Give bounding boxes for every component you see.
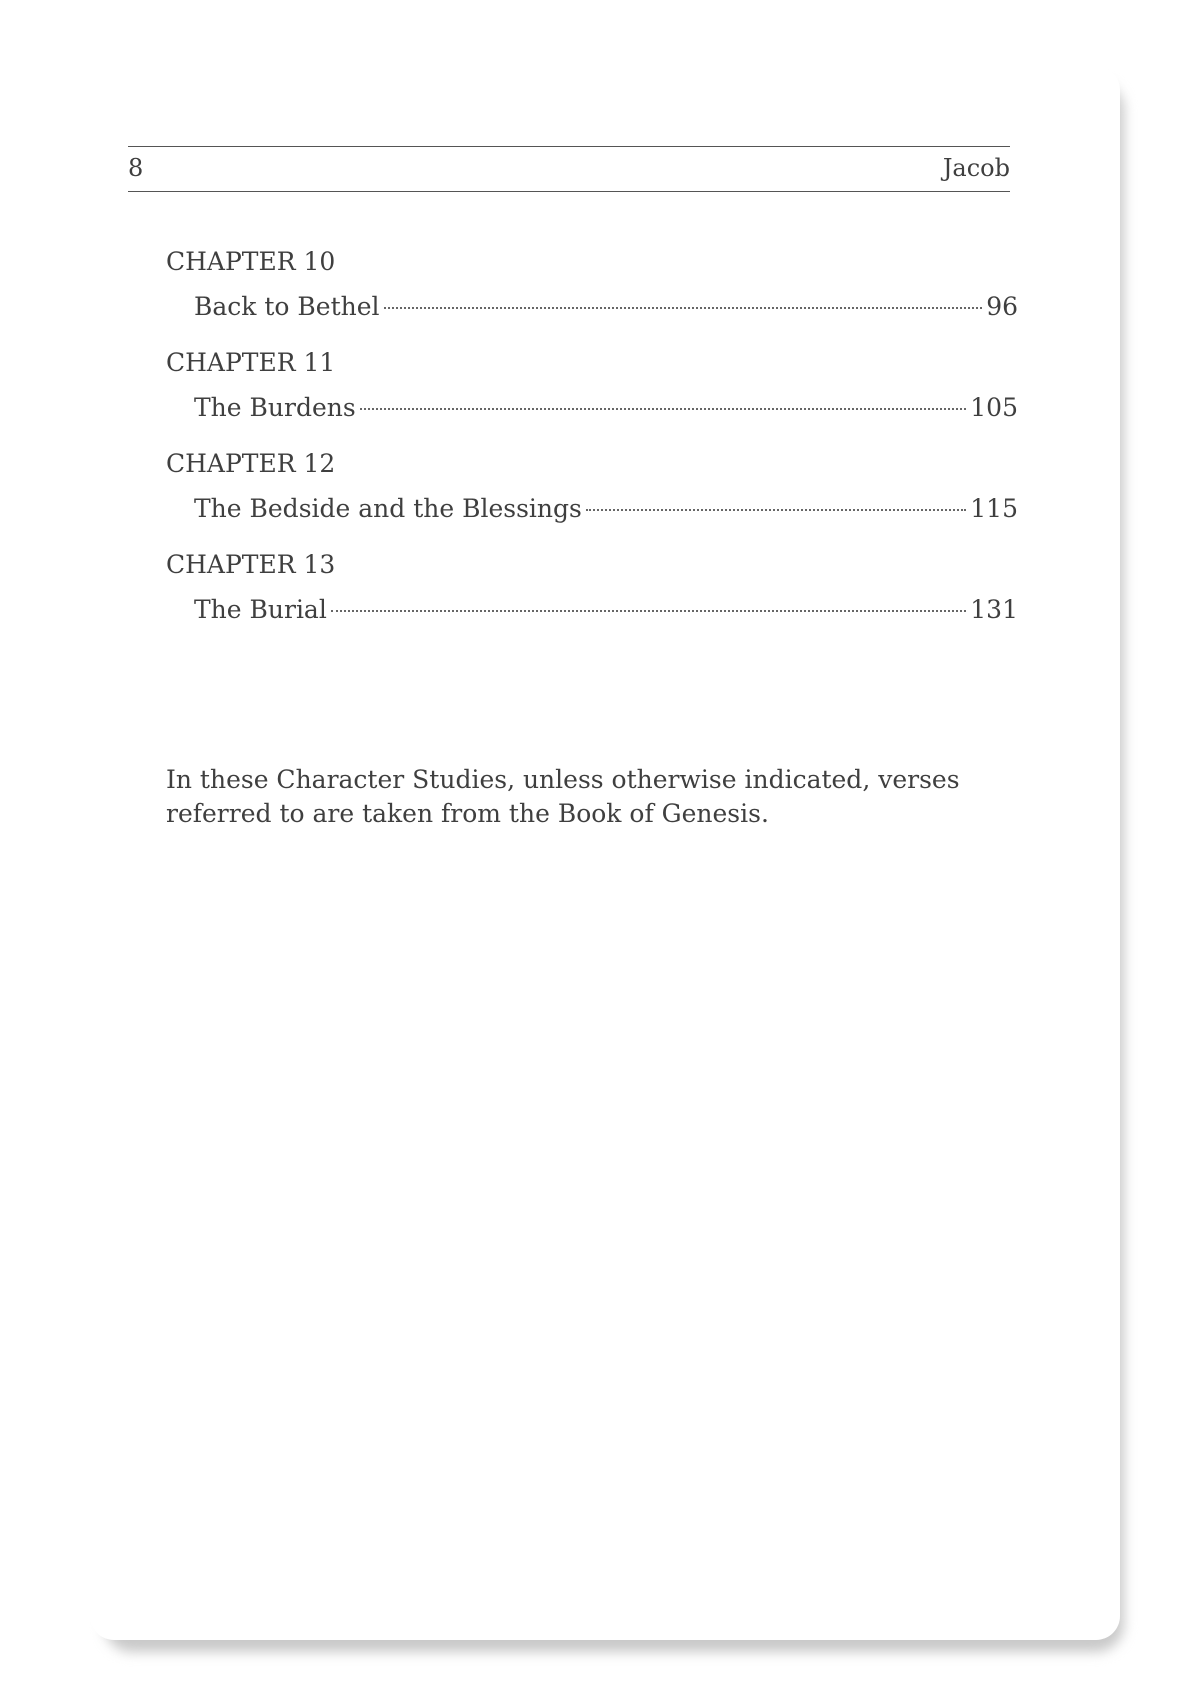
chapter-label: CHAPTER 10: [166, 247, 336, 276]
dot-leader: [586, 509, 966, 511]
table-of-contents: [166, 246, 1018, 650]
chapter-label: CHAPTER 11: [166, 348, 336, 377]
chapter-page-number: 105: [970, 393, 1018, 422]
toc-chapter: [166, 347, 1018, 424]
dot-leader: [384, 307, 983, 309]
chapter-title: The Bedside and the Blessings: [194, 494, 582, 523]
chapter-title: The Burdens: [194, 393, 356, 422]
toc-chapter: [166, 448, 1018, 525]
running-head: [128, 146, 1010, 192]
chapter-page-number: 115: [970, 494, 1018, 523]
toc-chapter: [166, 549, 1018, 626]
chapter-label: CHAPTER 13: [166, 550, 336, 579]
chapter-title: Back to Bethel: [194, 292, 380, 321]
toc-entry: [166, 594, 1018, 626]
toc-chapter: [166, 246, 1018, 323]
dot-leader: [331, 610, 966, 612]
book-page: [90, 66, 1120, 1640]
chapter-page-number: 96: [986, 292, 1018, 321]
toc-entry: [166, 493, 1018, 525]
scripture-reference-note: In these Character Studies, unless otherwise indicated, verses referred to are taken from the Book of Genesis.: [166, 765, 960, 828]
running-head-title: Jacob: [942, 154, 1010, 182]
toc-entry: [166, 392, 1018, 424]
chapter-title: The Burial: [194, 595, 327, 624]
chapter-page-number: 131: [970, 595, 1018, 624]
dot-leader: [360, 408, 967, 410]
page-number: 8: [128, 154, 144, 182]
chapter-label: CHAPTER 12: [166, 449, 336, 478]
toc-entry: [166, 291, 1018, 323]
